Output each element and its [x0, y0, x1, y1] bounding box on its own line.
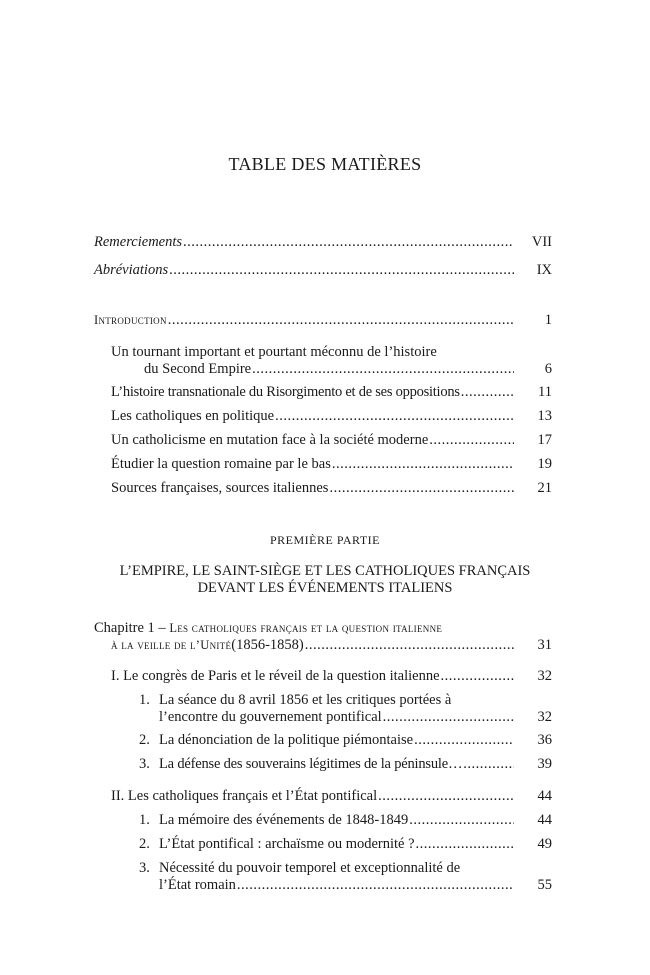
part-title-line1: L’EMPIRE, LE SAINT-SIÈGE ET LES CATHOLIQUES FRANÇAIS [119, 563, 531, 579]
toc-entry-section-1[interactable] [111, 668, 552, 685]
toc-entry-page: 44 [537, 788, 552, 804]
toc-entry-label-cont: du Second Empire [144, 361, 252, 377]
toc-entry-section-2[interactable] [111, 788, 552, 805]
toc-entry-label: Nécessité du pouvoir temporel et exceptionnalité de [159, 860, 461, 876]
chapter-years: (1856-1858) [231, 637, 304, 653]
toc-entry-label: Étudier la question romaine par le bas [111, 456, 331, 472]
toc-entry-number: 2. [139, 836, 150, 852]
leader-dots [383, 709, 514, 726]
chapter-title-line2: à la veille de l’Unité [111, 638, 232, 652]
leader-dots [416, 836, 514, 853]
toc-entry-page: 55 [537, 877, 552, 893]
toc-entry-page: 32 [537, 709, 552, 725]
toc-entry-label: Abréviations [94, 262, 169, 278]
leader-dots [168, 312, 514, 329]
toc-entry-label: La mémoire des événements de 1848-1849 [159, 812, 409, 828]
toc-entry-chapitre-1[interactable] [94, 620, 552, 654]
toc-entry-label: II. Les catholiques français et l’État pontifical [111, 788, 378, 804]
leader-dots [429, 432, 514, 449]
toc-entry-number: 1. [139, 812, 150, 828]
toc-entry-memoire-evenements[interactable] [139, 812, 552, 829]
toc-entry-label: L’État pontifical : archaïsme ou modernité ? [159, 836, 415, 852]
toc-entry-page: 1 [544, 312, 552, 328]
toc-entry-label: Les catholiques en politique [111, 408, 275, 424]
leader-dots [329, 480, 514, 497]
toc-entry-page: 19 [537, 456, 552, 472]
toc-entry-sources[interactable] [111, 480, 552, 497]
part-title-line2: DEVANT LES ÉVÉNEMENTS ITALIENS [197, 580, 453, 596]
leader-dots [305, 637, 514, 654]
leader-dots [332, 456, 514, 473]
toc-entry-number: 3. [139, 756, 150, 772]
toc-entry-page: 11 [538, 384, 552, 400]
toc-entry-page: 49 [537, 836, 552, 852]
toc-entry-souverains-legitimes[interactable] [139, 756, 552, 773]
toc-entry-page: 44 [537, 812, 552, 828]
toc-entry-page: VII [531, 234, 552, 250]
toc-entry-abreviations[interactable] [94, 262, 552, 279]
toc-entry-label: La dénonciation de la politique piémontaise [159, 732, 414, 748]
toc-entry-seance-1856[interactable] [139, 692, 552, 726]
toc-entry-question-romaine[interactable] [111, 456, 552, 473]
leader-dots [409, 812, 514, 829]
toc-entry-tournant[interactable] [111, 344, 552, 378]
toc-entry-page: 31 [537, 637, 552, 653]
toc-entry-label: La séance du 8 avril 1856 et les critiques portées à [159, 692, 452, 708]
chapter-title-line1: Les catholiques français et la question italienne [169, 621, 443, 635]
chapter-prefix: Chapitre 1 – [94, 620, 170, 636]
toc-entry-number: 3. [139, 860, 150, 876]
toc-entry-page: IX [536, 262, 552, 278]
toc-entry-etat-pontifical[interactable] [139, 836, 552, 853]
toc-entry-label: I. Le congrès de Paris et le réveil de la question italienne [111, 668, 440, 684]
leader-dots [275, 408, 514, 425]
toc-entry-catholiques-politique[interactable] [111, 408, 552, 425]
toc-entry-label-cont: l’encontre du gouvernement pontifical [159, 709, 382, 725]
toc-entry-number: 2. [139, 732, 150, 748]
toc-entry-page: 17 [537, 432, 552, 448]
toc-entry-label: Remerciements [94, 234, 183, 250]
toc-entry-introduction[interactable] [94, 312, 552, 329]
toc-entry-page: 36 [537, 732, 552, 748]
toc-entry-label: Un tournant important et pourtant méconnu de l’histoire [111, 344, 437, 360]
leader-dots [252, 361, 514, 378]
toc-entry-label: L’histoire transnationale du Risorgimento et de ses oppositions [111, 384, 460, 400]
leader-dots [237, 877, 514, 894]
toc-entry-label: Sources françaises, sources italiennes [111, 480, 329, 496]
leader-dots [378, 788, 514, 805]
toc-entry-page: 13 [537, 408, 552, 424]
leader-dots [461, 384, 514, 401]
toc-entry-label: La défense des souverains légitimes de la péninsule… [159, 756, 463, 772]
toc-entry-histoire-transnationale[interactable] [111, 384, 552, 401]
toc-entry-page: 21 [537, 480, 552, 496]
leader-dots [414, 732, 514, 749]
toc-entry-page: 6 [544, 361, 552, 377]
toc-entry-number: 1. [139, 692, 150, 708]
part-label: PREMIÈRE PARTIE [269, 533, 380, 547]
toc-entry-page: 32 [537, 668, 552, 684]
toc-entry-label: Un catholicisme en mutation face à la société moderne [111, 432, 429, 448]
leader-dots [463, 756, 514, 773]
toc-entry-catholicisme-mutation[interactable] [111, 432, 552, 449]
leader-dots [441, 668, 514, 685]
toc-entry-politique-piemontaise[interactable] [139, 732, 552, 749]
page-title: TABLE DES MATIÈRES [228, 154, 422, 174]
toc-entry-pouvoir-temporel[interactable] [139, 860, 552, 894]
toc-entry-remerciements[interactable] [94, 234, 552, 251]
leader-dots [169, 262, 514, 279]
toc-entry-label: Introduction [94, 313, 167, 327]
toc-entry-page: 39 [537, 756, 552, 772]
leader-dots [183, 234, 514, 251]
toc-entry-label-cont: l’État romain [159, 877, 236, 893]
